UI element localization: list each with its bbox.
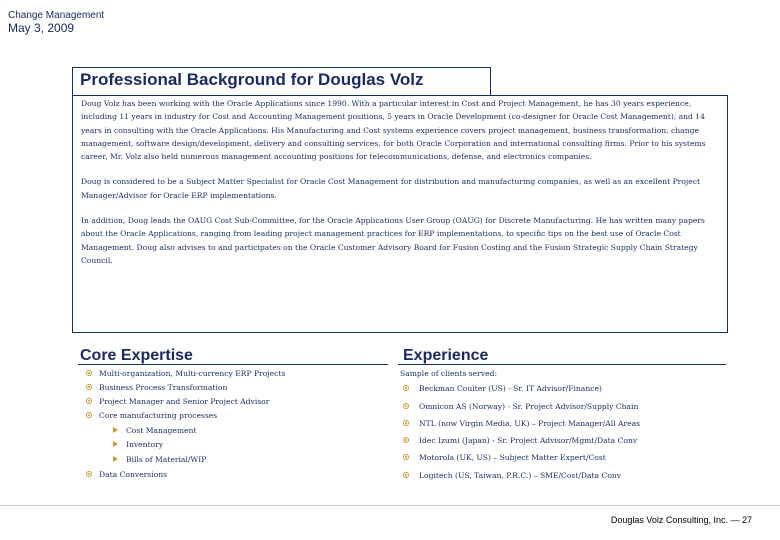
triangle-bullet-icon bbox=[113, 441, 118, 447]
bullet-icon bbox=[86, 370, 92, 376]
bullet-icon bbox=[403, 472, 409, 478]
core-item-2: Business Process Transformation bbox=[99, 383, 228, 392]
experience-underline bbox=[398, 364, 726, 365]
bullet-icon bbox=[86, 471, 92, 477]
experience-item-1: Beckman Coulter (US) - Sr. IT Advisor/Finance) bbox=[419, 384, 602, 393]
core-expertise-underline bbox=[78, 364, 388, 365]
bullet-icon bbox=[403, 454, 409, 460]
core-expertise-title: Core Expertise bbox=[80, 347, 193, 364]
experience-item-2: Omnicon AS (Norway) - Sr. Project Advisor/Supply Chain bbox=[419, 402, 639, 411]
experience-item-3: NTL (now Virgin Media, UK) – Project Manager/All Areas bbox=[419, 419, 641, 428]
core-item-1: Multi-organization, Multi-currency ERP Projects bbox=[99, 369, 286, 378]
footer-divider bbox=[0, 505, 780, 506]
bullet-icon bbox=[403, 403, 409, 409]
bullet-icon bbox=[403, 437, 409, 443]
core-subitem-3: Bills of Material/WIP bbox=[126, 455, 207, 464]
core-item-4: Core manufacturing processes bbox=[99, 411, 218, 420]
bullet-icon bbox=[86, 412, 92, 418]
bullet-icon bbox=[403, 385, 409, 391]
bullet-icon bbox=[86, 398, 92, 404]
triangle-bullet-icon bbox=[113, 456, 118, 462]
bullet-icon bbox=[403, 420, 409, 426]
header-subtitle: Change Management bbox=[8, 10, 105, 21]
experience-item-6: Logitech (US, Taiwan, P.R.C.) – SME/Cost/Data Conv bbox=[419, 471, 622, 480]
page-title: Professional Background for Douglas Volz bbox=[80, 70, 424, 89]
bio-paragraph-3: In addition, Doug leads the OAUG Cost Sub-Committee, for the Oracle Applications User Group (OAUG) for Discrete Manufacturing. He has written many papers about the Oracle Applications, ranging from leading project management practices for ERP implementations, to specific tips on the best use of Oracle Cost Management. Doug also advises to and participates on the Oracle Customer Advisory Board for Fusion Costing and the Fusion Strategic Supply Chain Strategy Council. bbox=[81, 216, 705, 265]
bio-paragraph-2: Doug is considered to be a Subject Matter Specialist for Oracle Cost Management for distribution and manufacturing companies, as well as an excellent Project Manager/Advisor for Oracle ERP implementations. bbox=[81, 177, 701, 200]
core-item-5: Data Conversions bbox=[99, 470, 167, 479]
bio-box bbox=[72, 95, 728, 333]
bio-paragraph-1: Doug Volz has been working with the Oracle Applications since 1990. With a particular interest in Cost and Project Management, he has 30 years experience, including 11 years in industry for Cost and Accounting Management positions, 5 years in Oracle Development (co-designer for Oracle Cost Management), and 14 years in consulting with the Oracle Applications. His Manufacturing and Cost systems experience covers project management, business transformation, change management, software design/development, delivery and consulting services, for both Oracle Corporation and international consulting firms. Prior to his systems career, Mr. Volz also held numerous management accounting positions for telecommunications, defense, and electronics companies. bbox=[81, 99, 706, 162]
bullet-icon bbox=[86, 384, 92, 390]
experience-item-5: Motorola (UK, US) – Subject Matter Expert/Cost bbox=[419, 453, 606, 462]
triangle-bullet-icon bbox=[113, 427, 118, 433]
footer bbox=[611, 515, 752, 525]
core-item-3: Project Manager and Senior Project Advisor bbox=[99, 397, 270, 406]
header-date: May 3, 2009 bbox=[8, 21, 75, 35]
experience-intro: Sample of clients served: bbox=[400, 369, 498, 378]
experience-item-4: Idec Izumi (Japan) - Sr. Project Advisor/Mgmt/Data Conv bbox=[419, 436, 638, 445]
core-subitem-2: Inventory bbox=[126, 440, 164, 449]
footer-page-number: — 27 bbox=[730, 515, 752, 525]
footer-company: Douglas Volz Consulting, Inc. bbox=[610, 515, 728, 525]
experience-title: Experience bbox=[403, 347, 489, 364]
core-subitem-1: Cost Management bbox=[126, 426, 197, 435]
